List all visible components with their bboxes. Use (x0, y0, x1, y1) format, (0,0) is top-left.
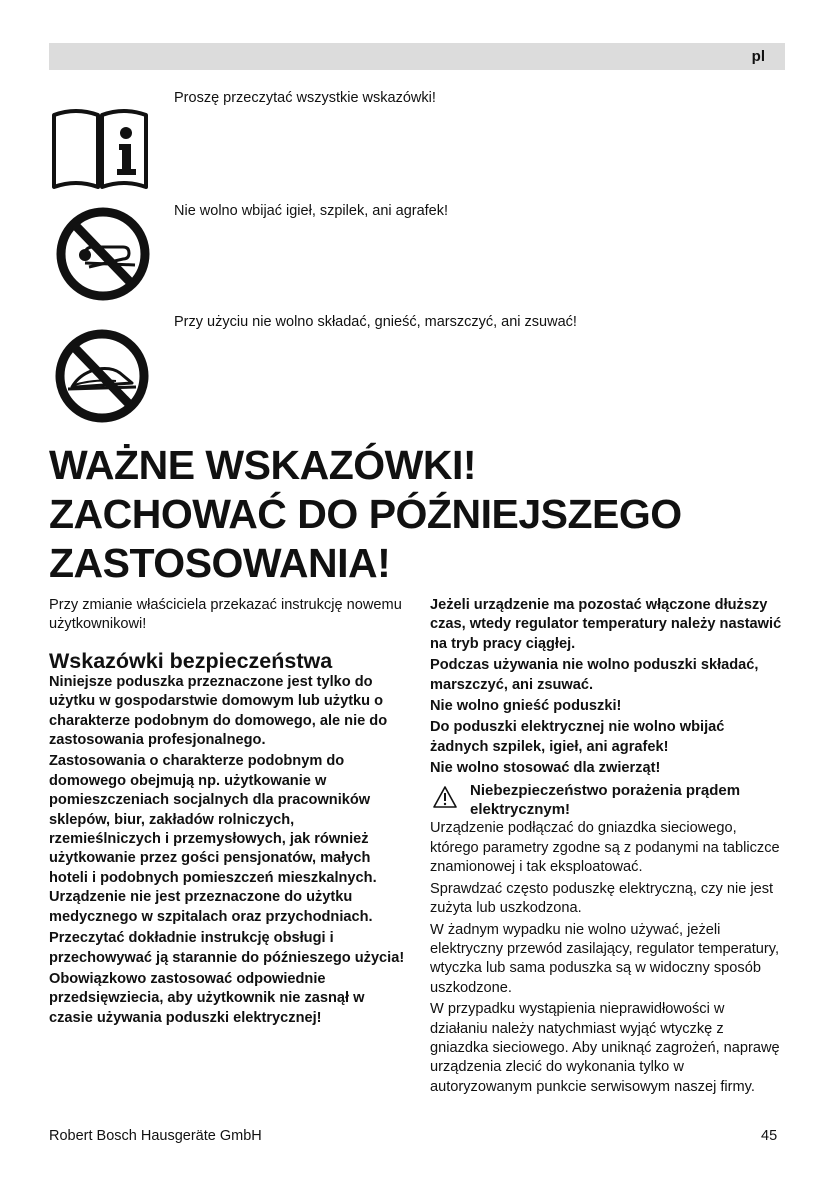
handover-note: Przy zmianie właściciela przekazać instrukcję nowemu użytkownikowi! (49, 597, 402, 633)
no-folding-icon (54, 329, 150, 423)
no-pins-icon (55, 207, 151, 301)
mains-connection-paragraph: Urządzenie podłączać do gniazdka sieciowego, którego parametry zgodne są z podanymi na tabliczce znamionowej i tak eksploatować. (430, 820, 780, 876)
page-title-line-1: WAŻNE WSKAZÓWKI! (49, 442, 476, 488)
fall-asleep-warning: Obowiązkowo zastosować odpowiednie przedsięwziecia, aby użytkownik nie zasnął w czasie używania poduszki elektrycznej! (49, 970, 365, 1026)
warning-title: Niebezpieczeństwo porażenia prądem elektrycznym! (470, 781, 741, 819)
read-manual-paragraph: Przeczytać dokładnie instrukcję obsługi i przechowywać ją starannie do późnieszego użycia! (49, 930, 405, 966)
symbol-caption-folding: Przy użyciu nie wolno składać, gnieść, marszczyć, ani zsuwać! (174, 314, 577, 330)
no-folding-paragraph: Podczas używania nie wolno poduszki składać, marszczyć, ani zsuwać. (430, 657, 759, 693)
safety-heading: Wskazówki bezpieczeństwa (49, 648, 333, 673)
electric-shock-warning (430, 781, 786, 820)
left-column (49, 596, 409, 1030)
symbol-caption-pins: Nie wolno wbijać igieł, szpilek, ani agrafek! (174, 203, 449, 219)
continuous-mode-paragraph: Jeżeli urządzenie ma pozostać włączone dłuższy czas, wtedy regulator temperatury należy nastawić na tryb pracy ciągłej. (430, 597, 782, 652)
household-use-paragraph: Zastosowania o charakterze podobnym do domowego obejmują np. użytkowanie w pomieszczeniach socjalnych dla pracowników sklepów, biur, zakładów rolniczych, rzemieślniczych i przemysłowych, jak również użytkowanie przez gości pensjonatów, małych hoteli i podobnych pomieszczeń mieszkalnych. Urządzenie nie jest przeznaczone do użytku medycznego w szpitalach oraz przychodniach. (49, 753, 377, 925)
warning-triangle-icon (432, 785, 458, 809)
damaged-cord-paragraph: W żadnym wypadku nie wolno używać, jeżeli elektryczny przewód zasilający, regulator temperatury, wtyczka lub sama poduszka są w widoczny sposób uszkodzone. (430, 921, 780, 996)
page-number: 45 (761, 1128, 778, 1144)
no-pins-paragraph: Do poduszki elektrycznej nie wolno wbijać żadnych szpilek, igieł, ani agrafek! (430, 719, 725, 755)
read-instructions-icon (50, 101, 150, 191)
intended-use-paragraph: Niniejsze poduszka przeznaczone jest tylko do użytku w gospodarstwie domowym lub użytku o charakterze podobnym do domowego, ale nie do zastosowania profesjonalnego. (49, 673, 388, 749)
check-wear-paragraph: Sprawdzać często poduszkę elektryczną, czy nie jest zużyta lub uszkodzona. (430, 880, 774, 917)
no-animals-paragraph: Nie wolno stosować dla zwierząt! (430, 760, 661, 777)
page-title-line-2: ZACHOWAĆ DO PÓŹNIEJSZEGO (49, 491, 682, 537)
symbol-caption-read: Proszę przeczytać wszystkie wskazówki! (174, 90, 436, 106)
footer-company: Robert Bosch Hausgeräte GmbH (49, 1128, 262, 1144)
language-bar (49, 43, 785, 70)
malfunction-paragraph: W przypadku wystąpienia nieprawidłowości w działaniu należy natychmiast wyjąć wtyczkę z gniazdka sieciowego. Aby uniknąć zagrożeń, naprawę urządzenia zlecić do wykonania tylko w autoryzowanym punkcie serwisowym naszej firmy. (430, 1001, 780, 1095)
no-crumpling-paragraph: Nie wolno gnieść poduszki! (430, 698, 622, 715)
language-code: pl (751, 48, 765, 65)
page-title-line-3: ZASTOSOWANIA! (49, 540, 391, 586)
right-column (430, 596, 786, 1099)
